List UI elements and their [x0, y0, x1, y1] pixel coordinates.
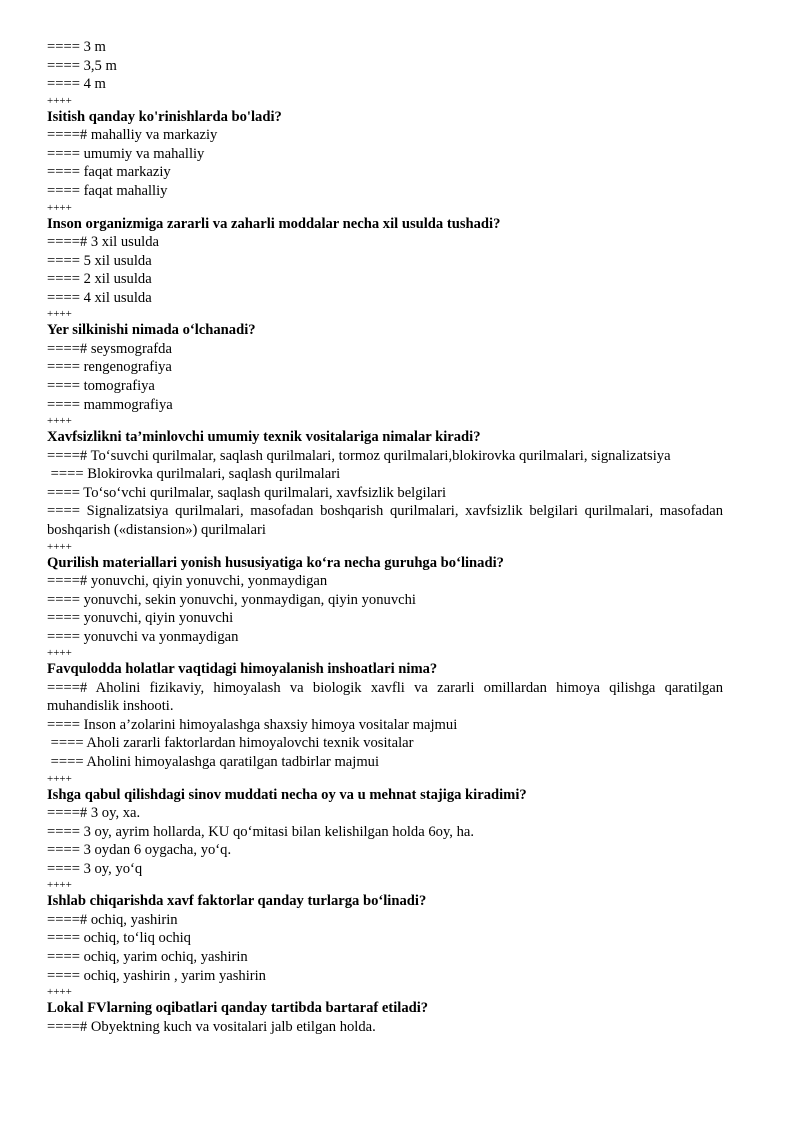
question-separator: ++++	[47, 879, 72, 892]
question-separator: ++++	[47, 647, 72, 660]
answer-option: ==== 3 oydan 6 oygacha, yo‘q.	[47, 842, 232, 859]
question-separator: ++++	[47, 201, 72, 214]
answer-option: ==== yonuvchi, sekin yonuvchi, yonmaydigan, qiyin yonuvchi	[47, 591, 416, 608]
answer-option: ==== faqat mahalliy	[47, 182, 168, 199]
question-separator: ++++	[47, 94, 72, 107]
question-line: Xavfsizlikni ta’minlovchi umumiy texnik vositalariga nimalar kiradi?	[47, 429, 481, 446]
question-separator: ++++	[47, 986, 72, 999]
answer-option: ==== 2 xil usulda	[47, 271, 152, 288]
answer-option: ==== Aholini himoyalashga qaratilgan tadbirlar majmui	[47, 754, 380, 771]
answer-option: ==== To‘so‘vchi qurilmalar, saqlash qurilmalari, xavfsizlik belgilari	[47, 484, 447, 501]
answer-option: ====# Aholini fizikaviy, himoyalash va biologik xavfli va zararli omillardan himoya qilishga qaratilgan muhandislik inshooti.	[47, 679, 727, 715]
answer-option: ==== tomografiya	[47, 377, 155, 394]
question-line: Isitish qanday ko'rinishlarda bo'ladi?	[47, 108, 282, 125]
answer-option: ==== 3 oy, yo‘q	[47, 860, 143, 877]
answer-option: ==== rengenografiya	[47, 359, 172, 376]
answer-option: ==== ochiq, yarim ochiq, yashirin	[47, 949, 248, 966]
answer-option: ====# To‘suvchi qurilmalar, saqlash qurilmalari, tormoz qurilmalari,blokirovka qurilmalari, signalizatsiya	[47, 447, 671, 464]
question-separator: ++++	[47, 540, 72, 553]
answer-option: ==== ochiq, to‘liq ochiq	[47, 930, 191, 947]
answer-option: ====# seysmografda	[47, 340, 172, 357]
answer-option: ====# 3 oy, xa.	[47, 805, 141, 822]
answer-option: ==== 3 m	[47, 39, 106, 55]
answer-option: ==== 4 xil usulda	[47, 289, 152, 306]
answer-option: ==== Blokirovka qurilmalari, saqlash qurilmalari	[47, 466, 341, 483]
answer-option: ====# 3 xil usulda	[47, 233, 159, 250]
document-body	[47, 38, 727, 1036]
question-separator: ++++	[47, 415, 72, 428]
question-line: Ishlab chiqarishda xavf faktorlar qanday turlarga bo‘linadi?	[47, 893, 427, 910]
answer-option: ==== faqat markaziy	[47, 164, 171, 181]
answer-option: ==== ochiq, yashirin , yarim yashirin	[47, 967, 266, 984]
answer-option: ====# ochiq, yashirin	[47, 911, 178, 928]
answer-option: ==== yonuvchi, qiyin yonuvchi	[47, 610, 234, 627]
question-line: Favqulodda holatlar vaqtidagi himoyalanish inshoatlari nima?	[47, 661, 438, 678]
answer-option: ==== 4 m	[47, 76, 106, 93]
question-line: Lokal FVlarning oqibatlari qanday tartibda bartaraf etiladi?	[47, 1000, 429, 1017]
answer-option: ==== Signalizatsiya qurilmalari, masofadan boshqarish qurilmalari, xavfsizlik belgilari qurilmalari, masofadan boshqarish («distansion») qurilmalari	[47, 503, 727, 538]
question-line: Ishga qabul qilishdagi sinov muddati necha oy va u mehnat stajiga kiradimi?	[47, 786, 527, 803]
answer-option: ==== Aholi zararli faktorlardan himoyalovchi texnik vositalar	[47, 735, 414, 752]
question-line: Inson organizmiga zararli va zaharli moddalar necha xil usulda tushadi?	[47, 215, 501, 232]
question-separator: ++++	[47, 308, 72, 321]
question-separator: ++++	[47, 772, 72, 785]
answer-option: ==== 3,5 m	[47, 57, 117, 74]
question-line: Yer silkinishi nimada o‘lchanadi?	[47, 322, 256, 339]
answer-option: ==== Inson a’zolarini himoyalashga shaxsiy himoya vositalar majmui	[47, 716, 458, 733]
answer-option: ==== 3 oy, ayrim hollarda, KU qo‘mitasi bilan kelishilgan holda 6oy, ha.	[47, 823, 475, 840]
answer-option: ==== 5 xil usulda	[47, 252, 152, 269]
question-line: Qurilish materiallari yonish hususiyatiga ko‘ra necha guruhga bo‘linadi?	[47, 554, 504, 571]
answer-option: ====# mahalliy va markaziy	[47, 127, 218, 144]
answer-option: ====# yonuvchi, qiyin yonuvchi, yonmaydigan	[47, 572, 328, 589]
answer-option: ====# Obyektning kuch va vositalari jalb etilgan holda.	[47, 1018, 376, 1035]
answer-option: ==== umumiy va mahalliy	[47, 145, 205, 162]
answer-option: ==== mammografiya	[47, 396, 173, 413]
answer-option: ==== yonuvchi va yonmaydigan	[47, 628, 239, 645]
